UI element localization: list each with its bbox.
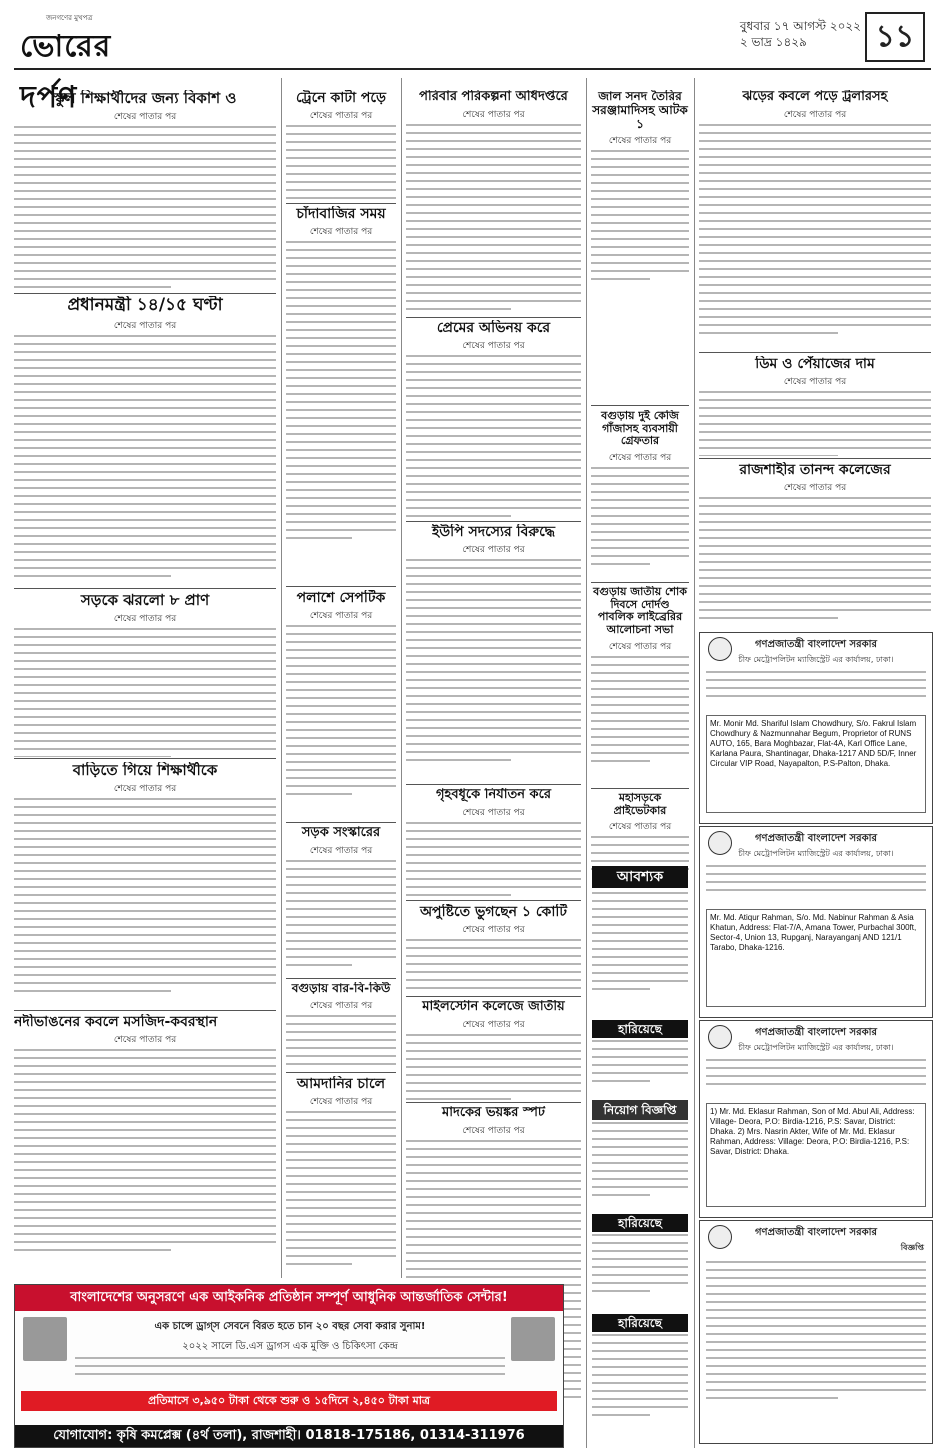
notice-subtitle: চীফ মেট্রোপলিটন ম্যাজিস্ট্রেট এর কার্যালয়, ঢাকা। (738, 655, 894, 664)
article-e1 (699, 90, 931, 350)
legal-notice-1 (699, 632, 933, 824)
article-c4 (406, 788, 581, 898)
lost-tag: হারিয়েছে (592, 1214, 688, 1232)
article-subline: শেষের পাতার পর (462, 109, 525, 120)
article-body (286, 241, 396, 539)
article-e2 (699, 356, 931, 456)
column-rule (694, 78, 695, 1448)
divider (14, 588, 276, 589)
article-body (406, 124, 581, 310)
lost-tag: হারিয়েছে (592, 1020, 688, 1038)
article-body (591, 467, 689, 565)
article-subline: শেষের পাতার পর (608, 452, 672, 463)
divider (406, 521, 581, 522)
divider (406, 900, 581, 901)
notice-subtitle: চীফ মেট্রোপলিটন ম্যাজিস্ট্রেট এর কার্যালয়, ঢাকা। (738, 849, 894, 858)
article-body (14, 335, 276, 577)
article-c5 (406, 904, 581, 994)
article-body (286, 1111, 396, 1265)
article-subline: শেষের পাতার পর (113, 112, 177, 123)
article-b2 (286, 206, 396, 584)
article-body (406, 822, 581, 896)
legal-notice-3 (699, 1020, 933, 1218)
article-headline: জাল সনদ তৈরির সরঞ্জামাদিসহ আটক ১ (592, 90, 688, 131)
article-subline: শেষের পাতার পর (462, 1125, 525, 1136)
page-number: ১১ (865, 12, 925, 62)
article-subline: শেষের পাতার পর (783, 483, 847, 494)
article-c1 (406, 90, 581, 315)
divider (591, 582, 689, 583)
lost-tag: হারিয়েছে (592, 1314, 688, 1332)
article-subline: শেষের পাতার পর (309, 227, 373, 238)
article-headline: স্কুল শিক্ষার্থীদের জন্য বিকাশ ও (53, 90, 237, 107)
divider (286, 822, 396, 823)
article-headline: বগুড়ায় বার-বি-কিউ (291, 982, 391, 995)
article-body (14, 126, 276, 288)
article-subline: শেষের পাতার পর (783, 377, 847, 388)
article-a2 (14, 296, 276, 586)
article-subline: শেষের পাতার পর (608, 822, 672, 833)
legal-notice-2 (699, 826, 933, 1018)
divider (406, 1102, 581, 1103)
notice-subtitle: চীফ মেট্রোপলিটন ম্যাজিস্ট্রেট এর কার্যালয়, ঢাকা। (738, 1043, 894, 1052)
notice-address-block: Mr. Monir Md. Shariful Islam Chowdhury, S/o. Fakrul Islam Chowdhury & Nazmunnahar Begum, Proprietor of RUNS AUTO, 165, Bara Moghbazar, Flat-4A, Karl Office Lane, Karlana Paura, Shantinagar, Dhaka-1217 AND 5D/F, Inner Circular VIP Road, Nayapalton, P.S-Palton, Dhaka. (706, 715, 926, 813)
article-headline: ট্রেনে কাটা পড়ে (295, 90, 387, 106)
notice-address-block: 1) Mr. Md. Eklasur Rahman, Son of Md. Abul Ali, Address: Village- Deora, P.O: Birdia-1216, P.S: Savar, District: Dhaka. 2) Mrs. Nasrin Akter, Wife of Mr. Md. Eklasur Rahman, Address: Village: Deora, P.O: Birdia-1216, P.S: Savar, District: Dhaka. (706, 1103, 926, 1207)
article-subline: শেষের পাতার পর (462, 1019, 525, 1030)
notice-address-block: Mr. Md. Atiqur Rahman, S/o. Md. Nabinur Rahman & Asia Khatun, Address: Flat-7/A, Amana Tower, Purbachal 300ft, Sector-4, Union 13, Rupganj, Narayanganj AND 121/1 Tarabo, Dhaka-1216. (706, 909, 926, 1007)
notice-title: গণপ্রজাতন্ত্রী বাংলাদেশ সরকার (755, 639, 877, 650)
article-a3 (14, 592, 276, 757)
divider (14, 293, 276, 294)
article-body (591, 656, 689, 762)
date-box (740, 18, 861, 50)
article-body (699, 124, 931, 334)
rehab-center-advertisement (14, 1284, 564, 1448)
legal-notice-4 (699, 1220, 933, 1444)
notice-title: গণপ্রজাতন্ত্রী বাংলাদেশ সরকার (755, 1027, 877, 1038)
divider (406, 317, 581, 318)
ad-price-strip: প্রতিমাসে ৩,৯৫০ টাকা থেকে শুরু ও ১৫দিনে ২,৪৫০ টাকা মাত্র (21, 1391, 557, 1411)
logo-text: ভোরের দর্পণ (20, 29, 112, 115)
article-headline: গৃহবধূকে নির্যাতন করে (436, 788, 551, 802)
article-d2 (591, 410, 689, 580)
article-headline: অপুষ্টিতে ভুগছেন ১ কোটি (419, 904, 568, 920)
divider (14, 1010, 276, 1011)
article-b6 (286, 1076, 396, 1276)
divider (699, 458, 931, 459)
divider (286, 203, 396, 204)
article-headline: সড়কে ঝরলো ৮ প্রাণ (80, 592, 210, 609)
article-subline: শেষের পাতার পর (608, 136, 672, 147)
article-c6 (406, 1000, 581, 1100)
article-headline: মাদকের ভয়ঙ্কর স্পট (442, 1106, 545, 1120)
article-body (406, 939, 581, 994)
article-headline: ডিম ও পেঁয়াজের দাম (755, 356, 875, 372)
article-b4 (286, 826, 396, 976)
article-b1 (286, 90, 396, 200)
article-body (286, 125, 396, 200)
article-a1 (14, 90, 276, 290)
article-subline: শেষের পাতার পর (309, 111, 373, 122)
divider (591, 405, 689, 406)
article-subline: শেষের পাতার পর (309, 611, 373, 622)
article-body (286, 625, 396, 795)
article-c3 (406, 524, 581, 782)
article-subline: শেষের পাতার পর (113, 784, 177, 795)
article-subline: শেষের পাতার পর (462, 925, 525, 936)
divider (14, 758, 276, 759)
ad-line-1: এক চান্সে ড্রাগ্‌স সেবনে বিরত হতে চান ২০ বছর সেবা করার সুনাম! (154, 1321, 426, 1332)
article-subline: শেষের পাতার পর (462, 545, 525, 556)
article-subline: শেষের পাতার পর (309, 1097, 373, 1108)
article-headline: সড়ক সংস্কারের (301, 826, 381, 840)
article-b5 (286, 982, 396, 1070)
article-headline: পলাশে সেপটিক (296, 590, 386, 606)
ad-photo (511, 1317, 555, 1361)
date-line-1: বুধবার ১৭ আগস্ট ২০২২ (739, 19, 861, 33)
notice-title: গণপ্রজাতন্ত্রী বাংলাদেশ সরকার (755, 1227, 877, 1238)
ad-line-2: ২০২২ সালে ডি.এস ড্রাগস এক মুক্তি ও চিকিৎসা কেন্দ্র (182, 1341, 398, 1352)
article-body (286, 860, 396, 966)
article-subline: শেষের পাতার পর (309, 1000, 373, 1011)
ad-banner: বাংলাদেশের অনুসরণে এক আইকনিক প্রতিষ্ঠান সম্পূর্ণ আধুনিক আন্তর্জাতিক সেন্টার! (15, 1285, 563, 1311)
article-d3 (591, 586, 689, 786)
article-body (699, 391, 931, 456)
article-body (14, 628, 276, 757)
government-emblem-icon (708, 637, 732, 661)
article-headline: ঝড়ের কবলে পড়ে ট্রলারসহ (742, 90, 888, 104)
article-headline: বগুড়ায় জাতীয় শোক দিবসে দোর্দণ্ড পাবলিক লাইব্রেরির আলোচনা সভা (593, 586, 687, 636)
logo-tagline: জনগণের মুখপত্র (46, 14, 93, 22)
ad-photo (23, 1317, 67, 1361)
ad-contact-strip: যোগাযোগ: কৃষি কমপ্লেক্স (৪র্থ তলা), রাজশাহী। 01818-175186, 01314-311976 (15, 1425, 563, 1447)
date-line-2: ২ ভাদ্র ১৪২৯ (739, 35, 807, 49)
column-rule (401, 78, 402, 1278)
column-rule (586, 78, 587, 1448)
notice-subtitle: বিজ্ঞপ্তি (900, 1243, 924, 1252)
article-headline: মাইলস্টোন কলেজে জাতীয় (422, 1000, 565, 1014)
wanted-body (592, 892, 688, 1012)
article-subline: শেষের পাতার পর (113, 614, 177, 625)
article-b3 (286, 590, 396, 820)
divider (406, 996, 581, 997)
article-headline: বগুড়ায় দুই কেজি গাঁজাসহ ব্যবসায়ী গ্রেফতার (601, 410, 679, 448)
article-body (406, 559, 581, 761)
article-e3 (699, 462, 931, 627)
article-headline: চাঁদাবাজির সময় (296, 206, 386, 222)
lost-body (592, 1234, 688, 1312)
wanted-tag: আবশ্যক (592, 866, 688, 888)
divider (699, 352, 931, 353)
article-subline: শেষের পাতার পর (462, 807, 525, 818)
article-subline: শেষের পাতার পর (783, 109, 847, 120)
divider (286, 1072, 396, 1073)
article-headline: আমদানির চালে (296, 1076, 386, 1092)
government-emblem-icon (708, 831, 732, 855)
government-emblem-icon (708, 1225, 732, 1249)
recruit-body (592, 1122, 688, 1212)
article-body (406, 1034, 581, 1100)
article-headline: প্রধানমন্ত্রী ১৪/১৫ ঘণ্টা (67, 296, 223, 315)
article-headline: পরিবার পরিকল্পনা অধিদপ্তরে (419, 90, 568, 104)
divider (286, 978, 396, 979)
lost-body (592, 1040, 688, 1098)
article-headline: বাড়িতে গিয়ে শিক্ষার্থীকে (72, 762, 218, 779)
column-rule (281, 78, 282, 1278)
article-subline: শেষের পাতার পর (462, 341, 525, 352)
article-a4 (14, 762, 276, 1007)
article-headline: নদীভাঙনের কবলে মসজিদ-কবরস্থান (14, 1014, 218, 1030)
recruit-tag: নিয়োগ বিজ্ঞপ্তি (592, 1100, 688, 1120)
article-subline: শেষের পাতার পর (309, 845, 373, 856)
article-body (406, 355, 581, 517)
article-body (699, 497, 931, 619)
government-emblem-icon (708, 1025, 732, 1049)
notice-title: গণপ্রজাতন্ত্রী বাংলাদেশ সরকার (755, 833, 877, 844)
article-body (286, 1015, 396, 1070)
article-headline: ইউপি সদস্যের বিরুদ্ধে (431, 524, 556, 540)
article-c2 (406, 320, 581, 520)
article-subline: শেষের পাতার পর (608, 641, 672, 652)
article-a5 (14, 1014, 276, 1276)
article-body (591, 836, 689, 870)
article-subline: শেষের পাতার পর (113, 320, 177, 331)
article-headline: প্রেমের অভিনয় করে (436, 320, 551, 336)
article-headline: রাজশাহীর তানন্দ কলেজের (739, 462, 891, 478)
article-subline: শেষের পাতার পর (113, 1035, 177, 1046)
divider (286, 586, 396, 587)
article-body (591, 150, 689, 280)
lost-body (592, 1334, 688, 1442)
article-d4 (591, 792, 689, 870)
article-body (14, 1049, 276, 1251)
article-body (14, 798, 276, 992)
divider (406, 784, 581, 785)
article-d1 (591, 90, 689, 290)
divider (591, 788, 689, 789)
article-headline: মহাসড়কে প্রাইভেটকার (613, 792, 667, 817)
